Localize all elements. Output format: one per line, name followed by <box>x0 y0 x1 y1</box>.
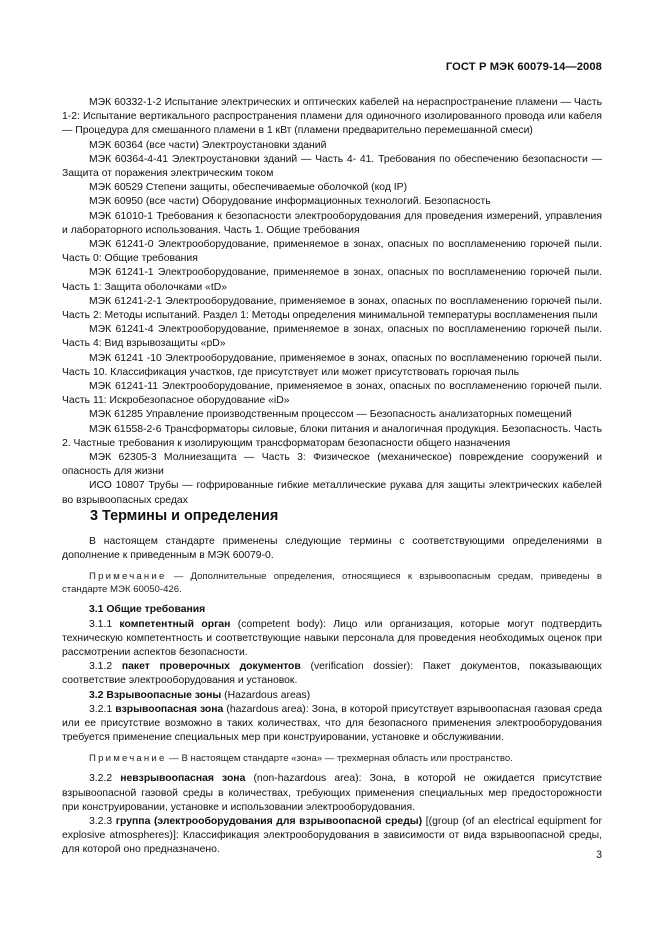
reference-item: МЭК 60332-1-2 Испытание электрических и оптических кабелей на нераспространение пламени — Часть 1-2: Испытание вертикального распространения пламени для одиночного изолированного провода или кабеля — Процедура для смешанного пламени в 1 кВт (пламени предварительно перемешанной смеси) <box>62 97 602 137</box>
term-name: компетентный орган <box>119 618 231 630</box>
term-definition: (hazardous area): Зона, в которой присутствует взрывоопасная газовая среда или ее присутствие возможно в таких количествах, что для безопасного применения электрооборудования требуется применение специальных мер при конструировании, установке и обслуживании. <box>62 703 602 744</box>
term-3-2-1 <box>62 703 602 746</box>
reference-item: МЭК 60950 (все части) Оборудование информационных технологий. Безопасность <box>89 196 491 208</box>
term-name: взрывоопасная зона <box>115 703 224 715</box>
term-name: невзрывоопасная зона <box>120 773 246 785</box>
note-2 <box>62 752 602 765</box>
term-definition: (non-hazardous area): Зона, в которой не ожидается присутствие взрывоопасной газовой среды в количествах, требующих применения специальных мер предосторожности при конструировании, установке и использовании электрооборудования. <box>62 773 603 813</box>
reference-item: МЭК 61558-2-6 Трансформаторы силовые, блоки питания и аналогичная продукция. Безопасность. Часть 2. Частные требования к изолирующим трансформаторам безопасности общего назначения <box>62 423 602 449</box>
term-number: 3.1.1 <box>89 618 120 630</box>
reference-item: МЭК 61010-1 Требования к безопасности электрооборудования для проведения измерений, управления и лабораторного использования. Часть 1. Общие требования <box>62 210 602 236</box>
term-number: 3.1.2 <box>89 661 122 673</box>
section-intro: В настоящем стандарте применены следующие термины с соответствующими определениями в дополнение к приведенным в МЭК 60079-0. <box>62 536 602 562</box>
reference-item: МЭК 60364 (все части) Электроустановки зданий <box>89 139 327 151</box>
reference-item: ИСО 10807 Трубы — гофрированные гибкие металлические рукава для защиты электрических кабелей во взрывоопасных средах <box>62 480 602 506</box>
note-label: Примечание <box>89 753 167 765</box>
page-number: 3 <box>596 849 602 861</box>
note-1 <box>62 570 602 596</box>
term-3-1-1 <box>62 618 602 661</box>
term-3-2-3 <box>62 815 602 858</box>
section-title: 3 Термины и определения <box>90 508 279 524</box>
normative-references-list <box>62 96 602 508</box>
reference-item: МЭК 61285 Управление производственным процессом — Безопасность анализаторных помещений <box>89 409 572 421</box>
reference-item: МЭК 61241-2-1 Электрооборудование, применяемое в зонах, опасных по воспламенению горючей пыли. Часть 2: Методы испытаний. Раздел 1: Методы определения минимальной температуры воспламенения пыли <box>62 295 602 322</box>
reference-item: МЭК 61241-4 Электрооборудование, применяемое в зонах, опасных по воспламенению горючей пыли. Часть 4: Вид взрывозащиты «pD» <box>62 324 602 350</box>
standard-code-header: ГОСТ Р МЭК 60079-14—2008 <box>445 61 602 73</box>
reference-item: МЭК 61241-0 Электрооборудование, применяемое в зонах, опасных по воспламенению горючей пыли. Часть 0: Общие требования <box>62 239 602 265</box>
note-label: Примечание <box>89 571 167 583</box>
note-text: — Дополнительные определения, относящиеся к взрывоопасным средам, приведены в стандарте МЭК 60050-426. <box>62 571 602 596</box>
term-number: 3.2.1 <box>89 703 116 715</box>
reference-item: МЭК 62305-3 Молниезащита — Часть 3: Физическое (механическое) повреждение сооружений и опасность для жизни <box>62 452 602 478</box>
term-number: 3.2.3 <box>89 816 116 828</box>
terms-section-body <box>62 535 602 858</box>
reference-item: МЭК 61241-11 Электрооборудование, применяемое в зонах, опасных по воспламенению горючей пыли. Часть 11: Искробезопасное оборудование «iD» <box>62 381 602 407</box>
term-definition: [(group (of an electrical equipment for explosive atmospheres)]: Классификация электрооборудования в зависимости от вида взрывоопасной среды, для которой оно предназначено. <box>62 816 603 856</box>
term-3-1-2 <box>62 660 602 688</box>
term-3-2-2 <box>62 772 602 815</box>
reference-item: МЭК 60529 Степени защиты, обеспечиваемые оболочкой (код IP) <box>89 182 408 194</box>
term-definition: (verification dossier): Пакет документов, показывающих соответствие электрооборудования и установок. <box>62 661 602 687</box>
term-number: 3.2.2 <box>89 773 121 785</box>
term-name: пакет проверочных документов <box>121 661 301 673</box>
reference-item: МЭК 61241-1 Электрооборудование, применяемое в зонах, опасных по воспламенению горючей пыли. Часть 1: Защита оболочками «tD» <box>62 267 602 293</box>
term-definition: (competent body): Лицо или организация, которые могут подтвердить техническую компетентность и соответствующие навыки персонала для проведения необходимых оценок при рассмотрении аспектов безопасности. <box>62 618 602 659</box>
term-name: группа (электрооборудования для взрывоопасной среды) <box>115 816 423 828</box>
reference-item: МЭК 61241 -10 Электрооборудование, применяемое в зонах, опасных по воспламенению горючей пыли. Часть 10. Классификация участков, где присутствует или может присутствовать горючая пыль <box>62 352 602 378</box>
subsection-hazardous-areas-title: 3.2 Взрывоопасные зоны (Hazardous areas) <box>89 689 311 701</box>
subsection-general-title: 3.1 Общие требования <box>89 604 206 616</box>
note-text: — В настоящем стандарте «зона» — трехмерная область или пространство. <box>166 753 513 765</box>
reference-item: МЭК 60364-4-41 Электроустановки зданий — Часть 4- 41. Требования по обеспечению безопасности — Защита от поражения электрическим током <box>62 153 602 180</box>
